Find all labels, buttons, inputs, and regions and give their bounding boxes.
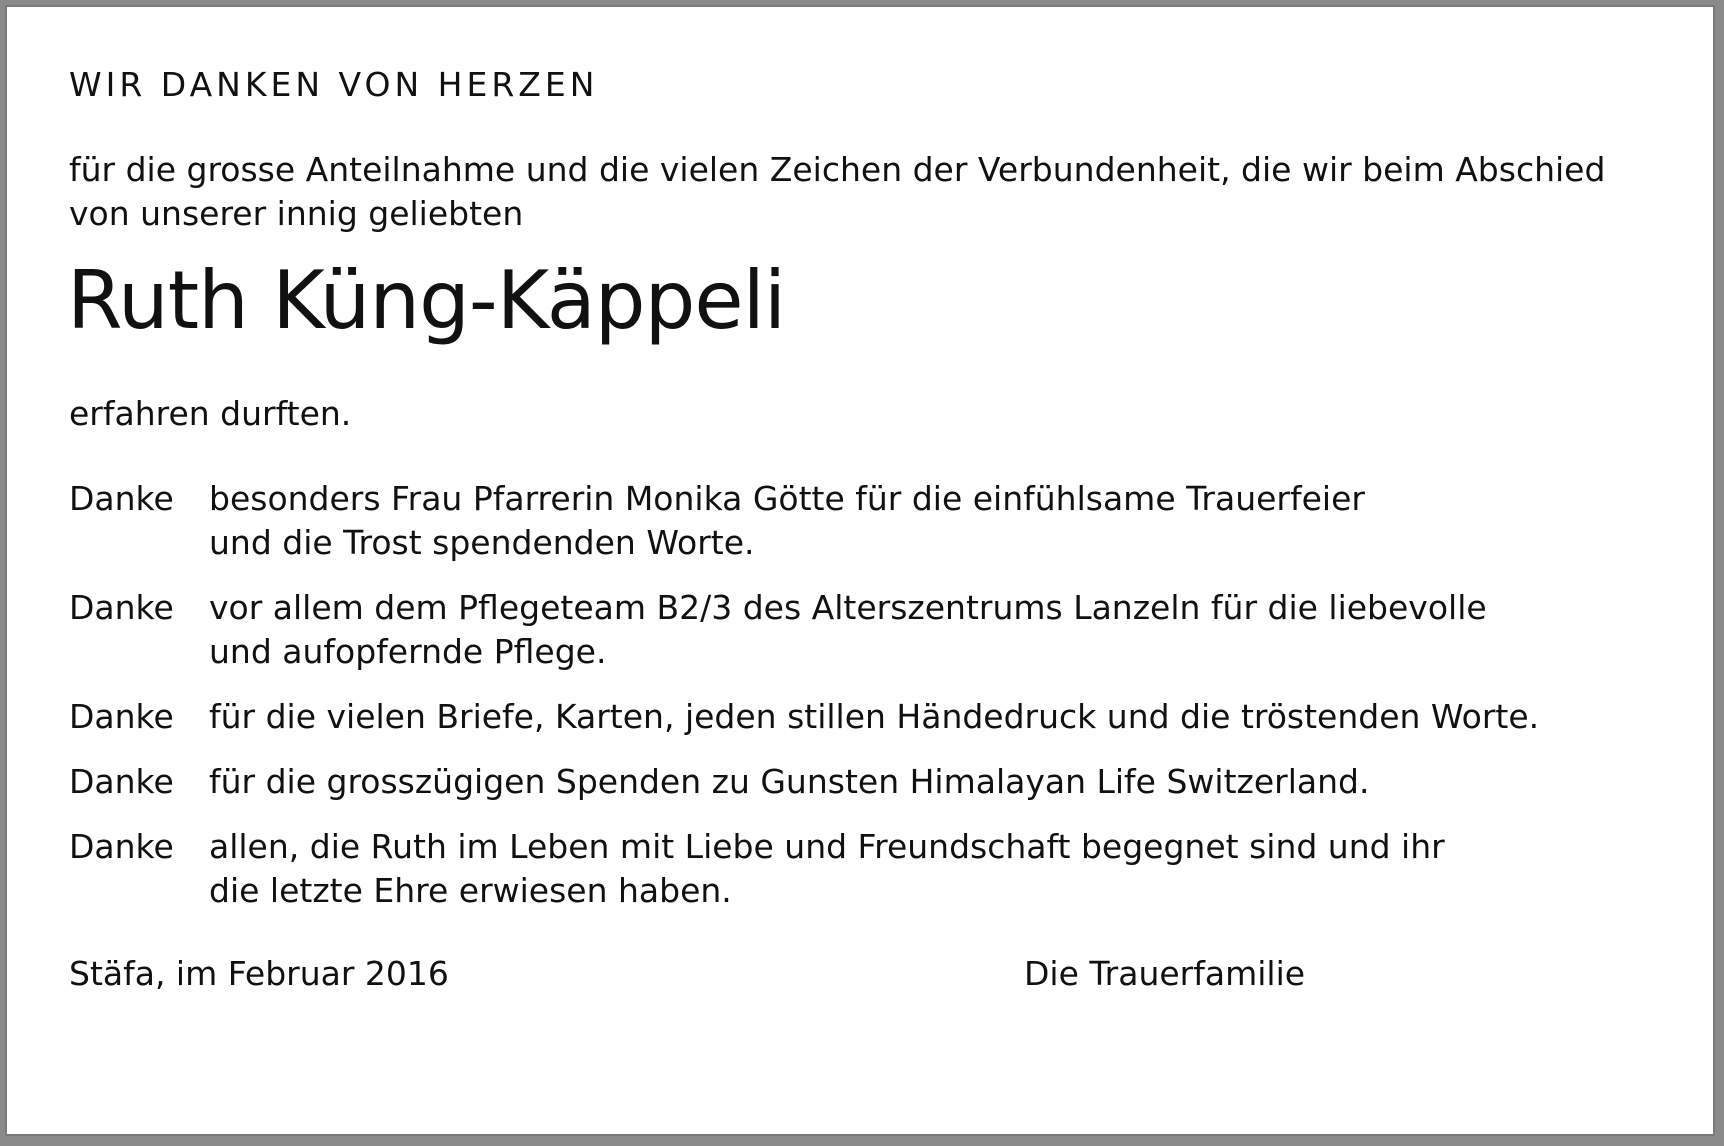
thanks-text-line: und aufopfernde Pflege. bbox=[209, 632, 607, 671]
intro-line-1: für die grosse Anteilnahme und die vielen Zeichen der Verbundenheit, die wir beim Abschied bbox=[69, 150, 1606, 189]
thanks-label: Danke bbox=[69, 588, 174, 627]
place-date: Stäfa, im Februar 2016 bbox=[69, 954, 449, 993]
thanks-text-line: vor allem dem Pflegeteam B2/3 des Alterszentrums Lanzeln für die liebevolle bbox=[209, 588, 1487, 627]
thanks-text bbox=[209, 586, 1487, 674]
heading: WIR DANKEN VON HERZEN bbox=[69, 65, 599, 104]
thanks-text bbox=[209, 695, 1539, 739]
thanks-text bbox=[209, 760, 1369, 804]
thanks-row bbox=[69, 760, 1669, 804]
thanks-text-line: und die Trost spendenden Worte. bbox=[209, 523, 755, 562]
thanks-text bbox=[209, 825, 1445, 913]
deceased-name: Ruth Küng-Käppeli bbox=[67, 254, 786, 347]
thanks-label: Danke bbox=[69, 479, 174, 518]
closing-text: erfahren durften. bbox=[69, 394, 352, 433]
thanks-text-line: für die grosszügigen Spenden zu Gunsten Himalayan Life Switzerland. bbox=[209, 762, 1370, 801]
thanks-label: Danke bbox=[69, 697, 174, 736]
thanks-row bbox=[69, 586, 1669, 674]
thanks-text-line: besonders Frau Pfarrerin Monika Götte für die einfühlsame Trauerfeier bbox=[209, 479, 1365, 518]
thanks-row bbox=[69, 477, 1669, 565]
thanks-text-line: für die vielen Briefe, Karten, jeden stillen Händedruck und die tröstenden Worte. bbox=[209, 697, 1540, 736]
thanks-row bbox=[69, 825, 1669, 913]
intro-text bbox=[69, 148, 1605, 236]
obituary-card bbox=[5, 5, 1715, 1136]
thanks-text-line: die letzte Ehre erwiesen haben. bbox=[209, 871, 732, 910]
thanks-text-line: allen, die Ruth im Leben mit Liebe und Freundschaft begegnet sind und ihr bbox=[209, 827, 1445, 866]
thanks-row bbox=[69, 695, 1669, 739]
thanks-label: Danke bbox=[69, 827, 174, 866]
thanks-text bbox=[209, 477, 1365, 565]
signature: Die Trauerfamilie bbox=[1024, 954, 1306, 993]
thanks-label: Danke bbox=[69, 762, 174, 801]
thanks-list bbox=[69, 477, 1669, 934]
intro-line-2: von unserer innig geliebten bbox=[69, 194, 524, 233]
